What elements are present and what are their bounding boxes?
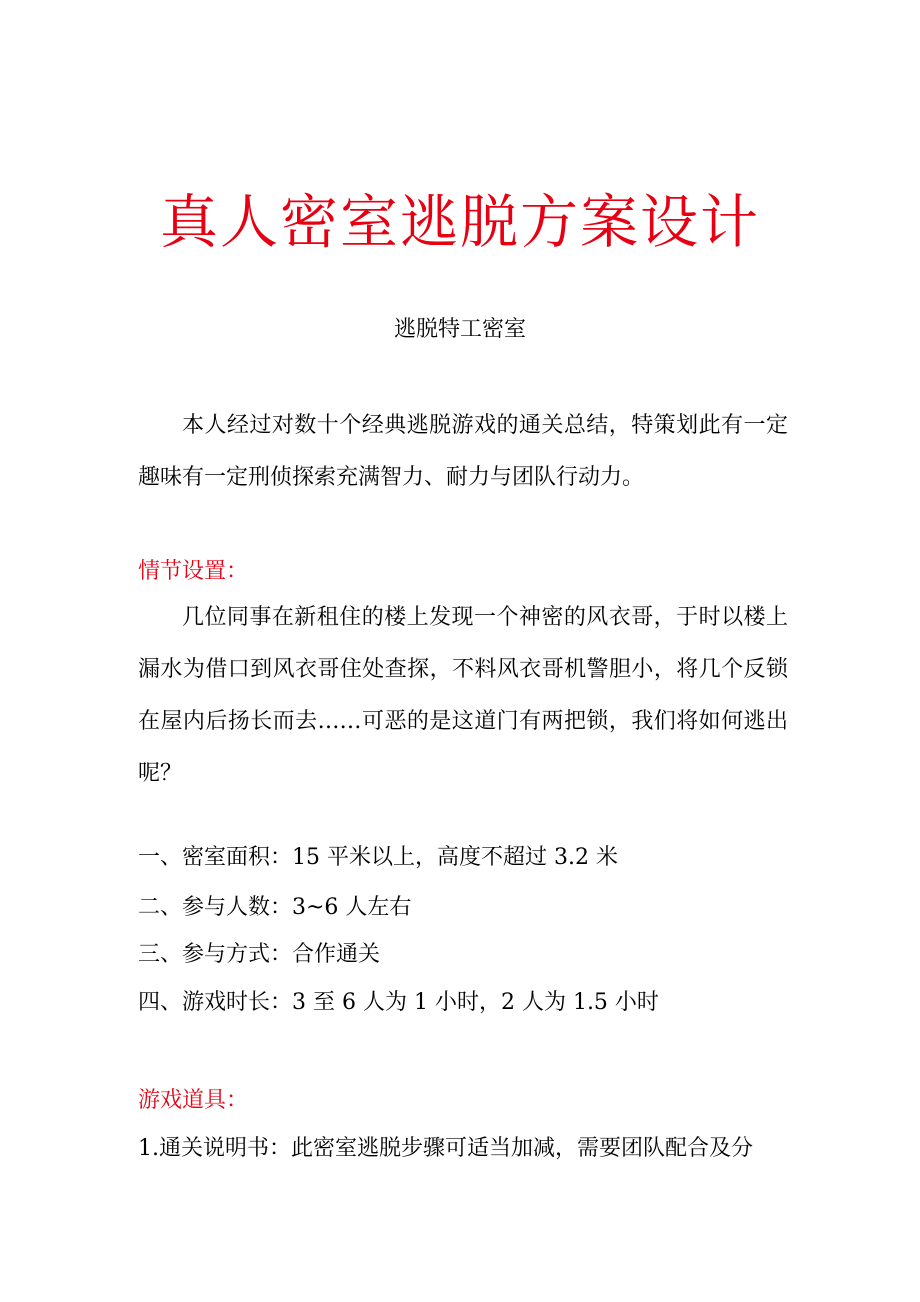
spec-item-duration: 四、游戏时长：3 至 6 人为 1 小时，2 人为 1.5 小时	[138, 990, 659, 1015]
spec-item-mode: 三、参与方式：合作通关	[138, 942, 381, 967]
intro-paragraph: 本人经过对数十个经典逃脱游戏的通关总结，特策划此有一定趣味有一定刑侦探索充满智力、耐力与团队行动力。	[138, 413, 788, 490]
props-item-manual: 1.通关说明书：此密室逃脱步骤可适当加减，需要团队配合及分	[138, 1136, 753, 1161]
props-heading: 游戏道具：	[138, 1088, 249, 1113]
document-title: 真人密室逃脱方案设计	[159, 188, 760, 256]
spec-item-area: 一、密室面积：15 平米以上，高度不超过 3.2 米	[138, 845, 618, 870]
plot-paragraph: 几位同事在新租住的楼上发现一个神密的风衣哥，于时以楼上漏水为借口到风衣哥住处查探，不料风衣哥机警胆小，将几个反锁在屋内后扬长而去……可恶的是这道门有两把锁，我们将如何逃出呢？	[138, 605, 788, 786]
plot-heading: 情节设置：	[138, 559, 249, 584]
document-subtitle: 逃脱特工密室	[393, 317, 526, 342]
spec-item-players: 二、参与人数：3~6 人左右	[138, 895, 412, 920]
